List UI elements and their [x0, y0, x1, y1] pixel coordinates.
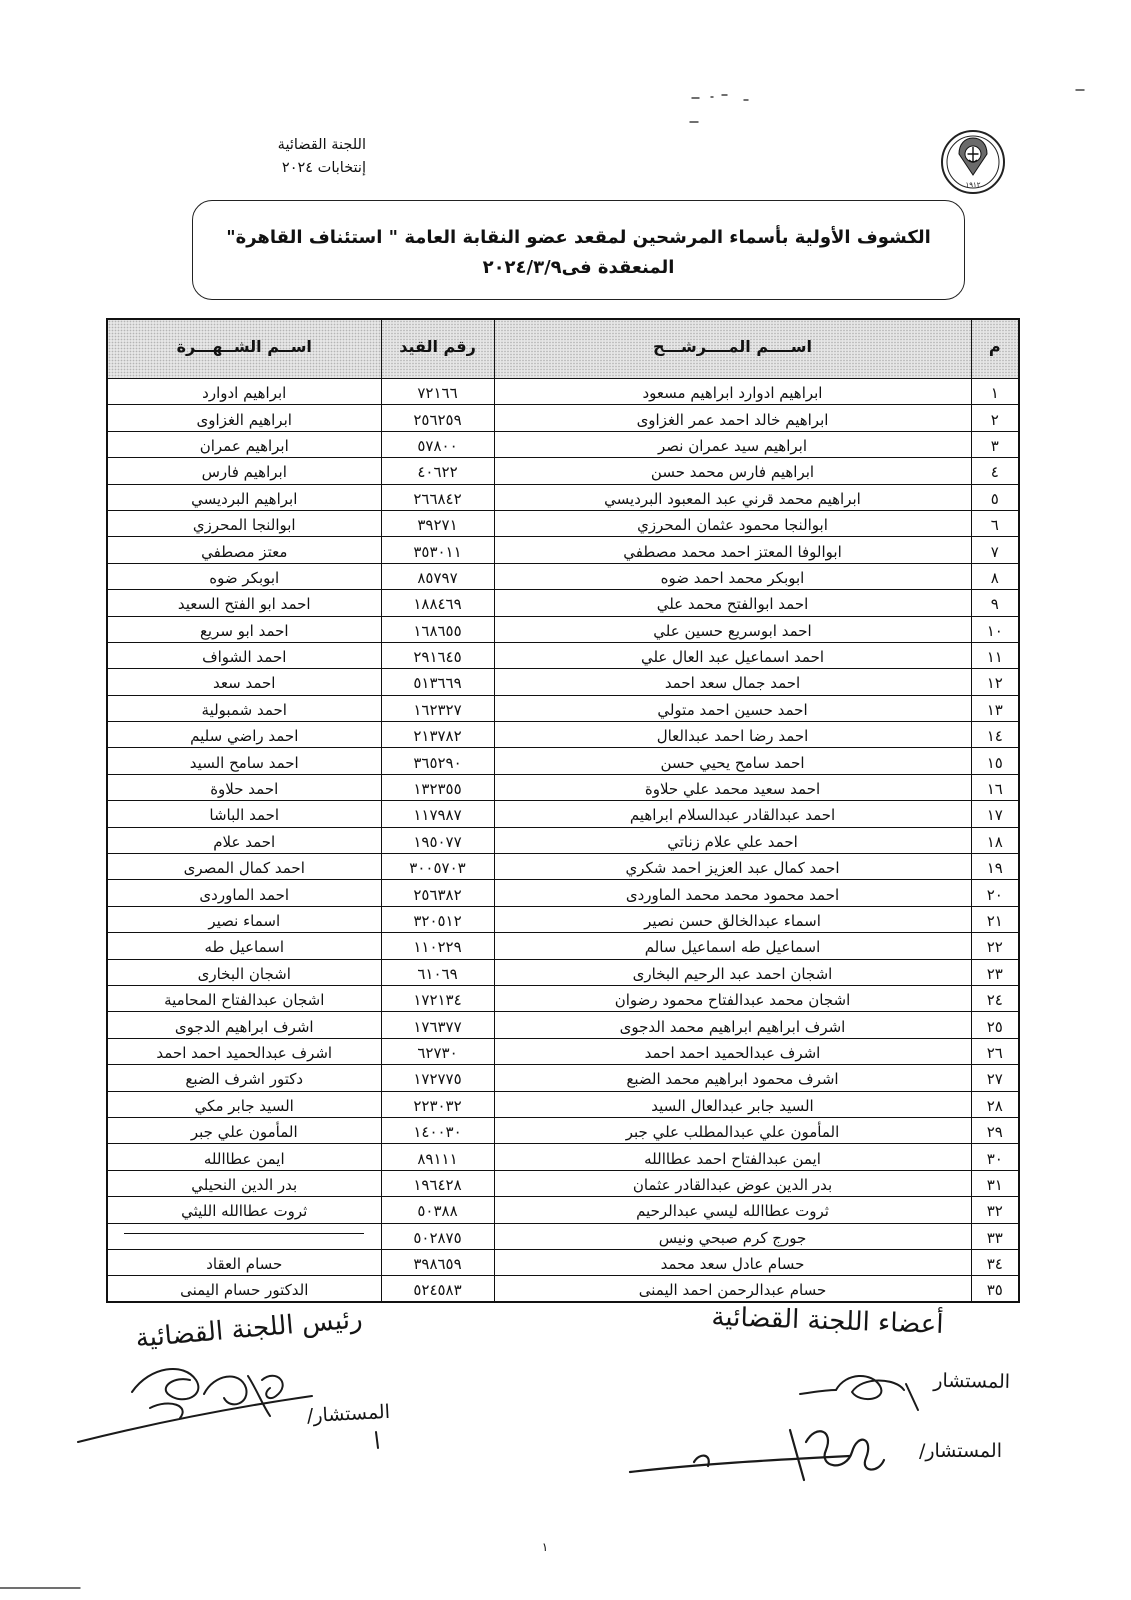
- candidate-name-cell: احمد عبدالقادر عبدالسلام ابراهيم: [494, 801, 971, 827]
- row-number-cell: ١٧: [971, 801, 1019, 827]
- registration-number-cell: ١٩٦٤٢٨: [381, 1170, 494, 1196]
- row-number-cell: ١٥: [971, 748, 1019, 774]
- table-row: [107, 1012, 1019, 1038]
- candidate-name-cell: ابراهيم ادوارد ابراهيم مسعود: [494, 379, 971, 405]
- candidate-name-cell: اشجان احمد عبد الرحيم البخارى: [494, 959, 971, 985]
- candidate-name-cell: احمد سعيد محمد علي حلاوة: [494, 774, 971, 800]
- popular-name-cell: ابوبكر ضوه: [107, 563, 381, 589]
- candidate-name-cell: احمد جمال سعد احمد: [494, 669, 971, 695]
- registration-number-cell: ١٣٢٣٥٥: [381, 774, 494, 800]
- table-row: [107, 616, 1019, 642]
- candidate-name-cell: ابوبكر محمد احمد ضوه: [494, 563, 971, 589]
- row-number-cell: ٩: [971, 590, 1019, 616]
- row-number-cell: ٢٥: [971, 1012, 1019, 1038]
- popular-name-cell: احمد ابو سريع: [107, 616, 381, 642]
- candidate-name-cell: اشرف محمود ابراهيم محمد الضبع: [494, 1065, 971, 1091]
- popular-name-cell: احمد سعد: [107, 669, 381, 695]
- table-row: [107, 801, 1019, 827]
- row-number-cell: ١٩: [971, 854, 1019, 880]
- header-row: [107, 319, 1019, 379]
- page-number: ١: [541, 1540, 549, 1554]
- document-title: الكشوف الأولية بأسماء المرشحين لمقعد عضو النقابة العامة " استئناف القاهرة": [226, 227, 931, 248]
- table-row: [107, 1276, 1019, 1302]
- popular-name-cell: بدر الدين النحيلي: [107, 1170, 381, 1196]
- row-number-cell: ٢٤: [971, 985, 1019, 1011]
- popular-name-cell: اشجان عبدالفتاح المحامية: [107, 985, 381, 1011]
- blank-entry-line: [124, 1233, 364, 1234]
- candidate-name-cell: احمد ابوسريع حسين علي: [494, 616, 971, 642]
- row-number-cell: ٣٤: [971, 1249, 1019, 1275]
- registration-number-cell: ٢٩١٦٤٥: [381, 642, 494, 668]
- table-row: [107, 774, 1019, 800]
- registration-number-cell: ٥٠٣٨٨: [381, 1197, 494, 1223]
- registration-number-cell: ٢٢٣٠٣٢: [381, 1091, 494, 1117]
- row-number-cell: ١٦: [971, 774, 1019, 800]
- popular-name-cell: احمد علام: [107, 827, 381, 853]
- logo-year-text: ١٩١٢: [965, 181, 981, 189]
- table-row: [107, 1038, 1019, 1064]
- popular-name-cell: احمد سامح السيد: [107, 748, 381, 774]
- candidate-name-cell: احمد كمال عبد العزيز احمد شكري: [494, 854, 971, 880]
- candidate-name-cell: حسام عادل سعد محمد: [494, 1249, 971, 1275]
- registration-number-cell: ١٦٨٦٥٥: [381, 616, 494, 642]
- table-row: [107, 563, 1019, 589]
- row-number-cell: ٢٠: [971, 880, 1019, 906]
- popular-name-cell: الدكتور حسام اليمنى: [107, 1276, 381, 1302]
- table-row: [107, 379, 1019, 405]
- row-number-cell: ٣: [971, 431, 1019, 457]
- registration-number-cell: ٤٠٦٢٢: [381, 458, 494, 484]
- table-row: [107, 510, 1019, 536]
- candidate-name-cell: ابراهيم خالد احمد عمر الغزاوى: [494, 405, 971, 431]
- candidate-name-cell: ايمن عبدالفتاح احمد عطاالله: [494, 1144, 971, 1170]
- row-number-cell: ٣٠: [971, 1144, 1019, 1170]
- popular-name-cell: ابراهيم فارس: [107, 458, 381, 484]
- table-row: [107, 484, 1019, 510]
- table-row: [107, 880, 1019, 906]
- row-number-cell: ٣٣: [971, 1223, 1019, 1249]
- title-box: [192, 200, 965, 300]
- table-row: [107, 1170, 1019, 1196]
- table-row: [107, 642, 1019, 668]
- popular-name-cell: اشرف عبدالحميد احمد احمد: [107, 1038, 381, 1064]
- registration-number-cell: ٣٢٠٥١٢: [381, 906, 494, 932]
- row-number-cell: ٣٥: [971, 1276, 1019, 1302]
- row-number-cell: ١٢: [971, 669, 1019, 695]
- row-number-cell: ٢١: [971, 906, 1019, 932]
- candidate-name-cell: ابراهيم محمد قرني عبد المعبود البرديسي: [494, 484, 971, 510]
- member-2-signature-label: المستشار/: [918, 1440, 1002, 1462]
- row-number-cell: ٥: [971, 484, 1019, 510]
- row-number-cell: ١٣: [971, 695, 1019, 721]
- table-row: [107, 1249, 1019, 1275]
- registration-number-cell: ٣٥٣٠١١: [381, 537, 494, 563]
- table-row: [107, 933, 1019, 959]
- registration-number-cell: ٣٩٨٦٥٩: [381, 1249, 494, 1275]
- popular-name-cell: احمد ابو الفتح السعيد: [107, 590, 381, 616]
- row-number-cell: ٢: [971, 405, 1019, 431]
- table-row: [107, 722, 1019, 748]
- candidates-table: [106, 318, 1020, 1303]
- candidate-name-cell: بدر الدين عوض عبدالقادر عثمان: [494, 1170, 971, 1196]
- registration-number-cell: ٥٠٢٨٧٥: [381, 1223, 494, 1249]
- popular-name-cell: اشجان البخارى: [107, 959, 381, 985]
- registration-number-cell: ١١٠٢٢٩: [381, 933, 494, 959]
- registration-number-cell: ١٧٦٣٧٧: [381, 1012, 494, 1038]
- candidate-name-cell: احمد اسماعيل عبد العال علي: [494, 642, 971, 668]
- table-row: [107, 827, 1019, 853]
- table-row: [107, 1223, 1019, 1249]
- row-number-cell: ٢٢: [971, 933, 1019, 959]
- row-number-cell: ٣٢: [971, 1197, 1019, 1223]
- popular-name-cell: ابراهيم الغزاوى: [107, 405, 381, 431]
- registration-number-cell: ١٤٠٠٣٠: [381, 1117, 494, 1143]
- candidate-name-cell: السيد جابر عبدالعال السيد: [494, 1091, 971, 1117]
- row-number-cell: ٢٧: [971, 1065, 1019, 1091]
- column-header-candidate-name: اســــم المــــرشـــح: [494, 319, 971, 379]
- candidate-name-cell: ابوالنجا محمود عثمان المحرزي: [494, 510, 971, 536]
- registration-number-cell: ٥٧٨٠٠: [381, 431, 494, 457]
- table-row: [107, 1117, 1019, 1143]
- popular-name-cell: ابوالنجا المحرزي: [107, 510, 381, 536]
- popular-name-cell: المأمون علي جبر: [107, 1117, 381, 1143]
- row-number-cell: ١٤: [971, 722, 1019, 748]
- popular-name-cell: اسماعيل طه: [107, 933, 381, 959]
- registration-number-cell: ٦٢٧٣٠: [381, 1038, 494, 1064]
- candidate-name-cell: احمد سامح يحيي حسن: [494, 748, 971, 774]
- table-row: [107, 669, 1019, 695]
- popular-name-cell: [107, 1223, 381, 1249]
- row-number-cell: ١٠: [971, 616, 1019, 642]
- table-row: [107, 985, 1019, 1011]
- registration-number-cell: ٢٥٦٣٨٢: [381, 880, 494, 906]
- document-date: المنعقدة فى٢٠٢٤/٣/٩: [482, 257, 675, 278]
- registration-number-cell: ٢٥٦٢٥٩: [381, 405, 494, 431]
- candidate-name-cell: حسام عبدالرحمن احمد اليمنى: [494, 1276, 971, 1302]
- emblem-logo: [938, 127, 1008, 197]
- candidate-name-cell: اشرف عبدالحميد احمد احمد: [494, 1038, 971, 1064]
- popular-name-cell: احمد شمبولية: [107, 695, 381, 721]
- registration-number-cell: ٨٥٧٩٧: [381, 563, 494, 589]
- candidate-name-cell: احمد حسين احمد متولي: [494, 695, 971, 721]
- row-number-cell: ٢٩: [971, 1117, 1019, 1143]
- candidate-name-cell: اسماعيل طه اسماعيل سالم: [494, 933, 971, 959]
- table-row: [107, 959, 1019, 985]
- registration-number-cell: ٢١٣٧٨٢: [381, 722, 494, 748]
- column-header-popular-name: اســم الشــهـــرة: [107, 319, 381, 379]
- candidate-name-cell: اشرف ابراهيم ابراهيم محمد الدجوى: [494, 1012, 971, 1038]
- elections-year: إنتخابات ٢٠٢٤: [281, 160, 366, 176]
- registration-number-cell: ١١٧٩٨٧: [381, 801, 494, 827]
- column-header-registration-number: رقم القيد: [381, 319, 494, 379]
- member-1-signature-label: المستشار: [933, 1369, 1011, 1393]
- registration-number-cell: ١٧٢٧٧٥: [381, 1065, 494, 1091]
- popular-name-cell: ايمن عطاالله: [107, 1144, 381, 1170]
- table-row: [107, 748, 1019, 774]
- candidate-name-cell: ابراهيم فارس محمد حسن: [494, 458, 971, 484]
- committee-members-title: أعضاء اللجنة القضائية: [711, 1301, 944, 1341]
- popular-name-cell: اسماء نصير: [107, 906, 381, 932]
- row-number-cell: ٨: [971, 563, 1019, 589]
- candidate-name-cell: ابوالوفا المعتز احمد محمد مصطفي: [494, 537, 971, 563]
- member-signature-2: [630, 1430, 884, 1480]
- registration-number-cell: ٥١٣٦٦٩: [381, 669, 494, 695]
- candidate-name-cell: احمد محمود محمد محمد الماوردى: [494, 880, 971, 906]
- candidate-name-cell: ثروت عطاالله ليسي عبدالرحيم: [494, 1197, 971, 1223]
- committee-name: اللجنة القضائية: [277, 137, 366, 153]
- popular-name-cell: احمد الباشا: [107, 801, 381, 827]
- popular-name-cell: اشرف ابراهيم الدجوى: [107, 1012, 381, 1038]
- row-number-cell: ٢٦: [971, 1038, 1019, 1064]
- candidate-name-cell: احمد ابوالفتح محمد علي: [494, 590, 971, 616]
- candidate-name-cell: جورج كرم صبحي ونيس: [494, 1223, 971, 1249]
- candidate-name-cell: ابراهيم سيد عمران نصر: [494, 431, 971, 457]
- popular-name-cell: السيد جابر مكي: [107, 1091, 381, 1117]
- table-row: [107, 906, 1019, 932]
- popular-name-cell: ابراهيم ادوارد: [107, 379, 381, 405]
- popular-name-cell: ابراهيم البرديسي: [107, 484, 381, 510]
- committee-chair-title: رئيس اللجنة القضائية: [134, 1304, 364, 1354]
- registration-number-cell: ٥٢٤٥٨٣: [381, 1276, 494, 1302]
- column-header-number: م: [971, 319, 1019, 379]
- popular-name-cell: دكتور اشرف الضبع: [107, 1065, 381, 1091]
- registration-number-cell: ١٧٢١٣٤: [381, 985, 494, 1011]
- popular-name-cell: احمد كمال المصرى: [107, 854, 381, 880]
- candidate-name-cell: احمد رضا احمد عبدالعال: [494, 722, 971, 748]
- committee-header: [228, 134, 366, 180]
- row-number-cell: ٢٣: [971, 959, 1019, 985]
- table-header: [107, 319, 1019, 379]
- row-number-cell: ٢٨: [971, 1091, 1019, 1117]
- candidate-name-cell: اسماء عبدالخالق حسن نصير: [494, 906, 971, 932]
- registration-number-cell: ٨٩١١١: [381, 1144, 494, 1170]
- table-row: [107, 1144, 1019, 1170]
- popular-name-cell: احمد الماوردى: [107, 880, 381, 906]
- candidate-name-cell: احمد علي علام زناتي: [494, 827, 971, 853]
- registration-number-cell: ٦١٠٦٩: [381, 959, 494, 985]
- table-row: [107, 431, 1019, 457]
- chair-signature-label: المستشار/: [306, 1400, 391, 1428]
- table-row: [107, 854, 1019, 880]
- table-row: [107, 1091, 1019, 1117]
- row-number-cell: ١٨: [971, 827, 1019, 853]
- registration-number-cell: ١٩٥٠٧٧: [381, 827, 494, 853]
- registration-number-cell: ٣٦٥٢٩٠: [381, 748, 494, 774]
- table-row: [107, 458, 1019, 484]
- table-row: [107, 537, 1019, 563]
- popular-name-cell: ابراهيم عمران: [107, 431, 381, 457]
- table-row: [107, 695, 1019, 721]
- table-row: [107, 405, 1019, 431]
- registration-number-cell: ١٦٢٣٢٧: [381, 695, 494, 721]
- candidate-name-cell: اشجان محمد عبدالفتاح محمود رضوان: [494, 985, 971, 1011]
- table-row: [107, 1197, 1019, 1223]
- registration-number-cell: ٣٩٢٧١: [381, 510, 494, 536]
- popular-name-cell: معتز مصطفي: [107, 537, 381, 563]
- table-row: [107, 1065, 1019, 1091]
- candidate-name-cell: المأمون علي عبدالمطلب علي جبر: [494, 1117, 971, 1143]
- popular-name-cell: حسام العقاد: [107, 1249, 381, 1275]
- row-number-cell: ٣١: [971, 1170, 1019, 1196]
- registration-number-cell: ٣٠٠٥٧٠٣: [381, 854, 494, 880]
- candidates-table-body: [107, 379, 1019, 1303]
- row-number-cell: ٦: [971, 510, 1019, 536]
- row-number-cell: ١١: [971, 642, 1019, 668]
- registration-number-cell: ٢٦٦٨٤٢: [381, 484, 494, 510]
- table-row: [107, 590, 1019, 616]
- registration-number-cell: ١٨٨٤٦٩: [381, 590, 494, 616]
- row-number-cell: ٤: [971, 458, 1019, 484]
- popular-name-cell: احمد حلاوة: [107, 774, 381, 800]
- popular-name-cell: احمد الشواف: [107, 642, 381, 668]
- row-number-cell: ٧: [971, 537, 1019, 563]
- registration-number-cell: ٧٢١٦٦: [381, 379, 494, 405]
- row-number-cell: ١: [971, 379, 1019, 405]
- popular-name-cell: ثروت عطاالله الليثي: [107, 1197, 381, 1223]
- popular-name-cell: احمد راضي سليم: [107, 722, 381, 748]
